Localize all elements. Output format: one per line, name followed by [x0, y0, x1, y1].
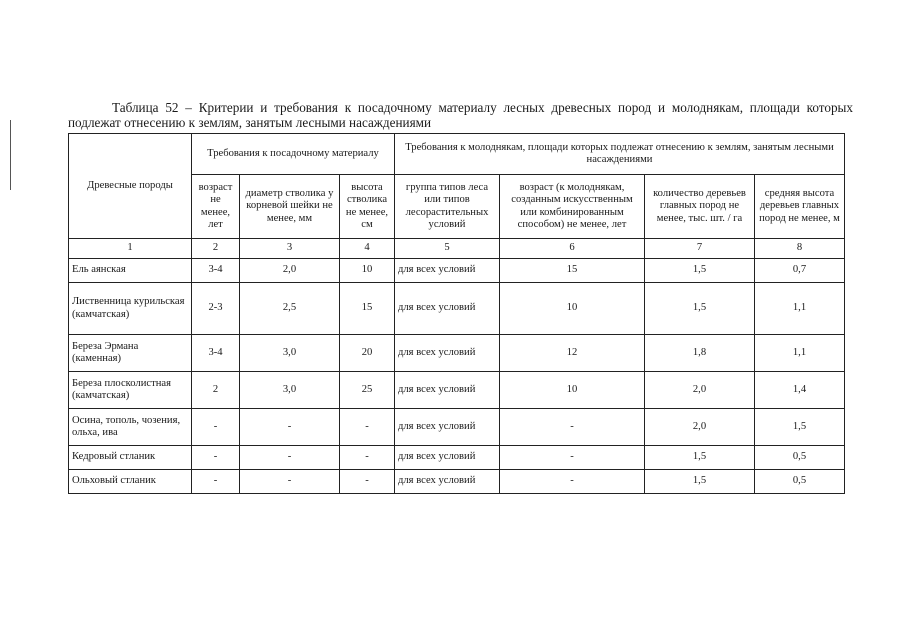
header-avg-height: средняя высота деревьев главных пород не менее, м [755, 175, 845, 239]
cell-age: 2-3 [192, 283, 240, 335]
cell-height: 15 [340, 283, 395, 335]
cell-age: 2 [192, 372, 240, 409]
cell-age: - [192, 409, 240, 446]
cell-age: 3-4 [192, 335, 240, 372]
cell-height: - [340, 409, 395, 446]
cell-avg-height: 0,5 [755, 446, 845, 470]
table-caption: Таблица 52 – Критерии и требования к посадочному материалу лесных древесных пород и молоднякам, площади которых подлежат отнесению к землям, занятым лесными насаждениями [68, 100, 853, 130]
cell-diameter: 2,5 [240, 283, 340, 335]
cell-diameter: - [240, 409, 340, 446]
table-row [69, 470, 845, 494]
cell-height: - [340, 470, 395, 494]
cell-count: 1,8 [645, 335, 755, 372]
cell-diameter: - [240, 446, 340, 470]
header-forest-type: группа типов леса или типов лесорастительных условий [395, 175, 500, 239]
table-row [69, 283, 845, 335]
cell-forest-type: для всех условий [395, 372, 500, 409]
cell-diameter: 3,0 [240, 335, 340, 372]
cell-species: Ольховый стланик [69, 470, 192, 494]
header-species: Древесные породы [69, 134, 192, 239]
cell-avg-height: 0,7 [755, 259, 845, 283]
header-diameter: диаметр стволика у корневой шейки не менее, мм [240, 175, 340, 239]
cell-young-age: 10 [500, 283, 645, 335]
cell-count: 1,5 [645, 470, 755, 494]
column-number-row [69, 239, 845, 259]
column-number: 4 [340, 239, 395, 259]
cell-species: Осина, тополь, чозения, ольха, ива [69, 409, 192, 446]
cell-count: 2,0 [645, 409, 755, 446]
column-number: 1 [69, 239, 192, 259]
cell-diameter: - [240, 470, 340, 494]
column-number: 2 [192, 239, 240, 259]
cell-height: 10 [340, 259, 395, 283]
cell-species: Лиственница курильская (камчатская) [69, 283, 192, 335]
criteria-table [68, 133, 845, 494]
cell-diameter: 2,0 [240, 259, 340, 283]
table-row [69, 409, 845, 446]
cell-age: 3-4 [192, 259, 240, 283]
column-number: 8 [755, 239, 845, 259]
cell-count: 1,5 [645, 446, 755, 470]
table-row [69, 446, 845, 470]
cell-avg-height: 1,5 [755, 409, 845, 446]
table-row [69, 259, 845, 283]
header-count: количество деревьев главных пород не менее, тыс. шт. / га [645, 175, 755, 239]
table-row [69, 372, 845, 409]
header-height: высота стволика не менее, см [340, 175, 395, 239]
cell-species: Береза Эрмана (каменная) [69, 335, 192, 372]
cell-young-age: - [500, 446, 645, 470]
cell-height: 20 [340, 335, 395, 372]
cell-avg-height: 1,1 [755, 335, 845, 372]
cell-age: - [192, 446, 240, 470]
cell-young-age: 10 [500, 372, 645, 409]
table-row [69, 335, 845, 372]
cell-height: 25 [340, 372, 395, 409]
cell-height: - [340, 446, 395, 470]
cell-avg-height: 1,4 [755, 372, 845, 409]
cell-forest-type: для всех условий [395, 283, 500, 335]
column-number: 7 [645, 239, 755, 259]
cell-species: Кедровый стланик [69, 446, 192, 470]
cell-forest-type: для всех условий [395, 335, 500, 372]
header-age: возраст не менее, лет [192, 175, 240, 239]
header-young-age: возраст (к молоднякам, созданным искусственным или комбинированным способом) не менее, лет [500, 175, 645, 239]
cell-young-age: 12 [500, 335, 645, 372]
cell-count: 1,5 [645, 283, 755, 335]
cell-forest-type: для всех условий [395, 446, 500, 470]
cell-forest-type: для всех условий [395, 470, 500, 494]
margin-line [10, 120, 11, 190]
cell-forest-type: для всех условий [395, 259, 500, 283]
column-number: 3 [240, 239, 340, 259]
column-number: 6 [500, 239, 645, 259]
cell-species: Береза плосколистная (камчатская) [69, 372, 192, 409]
cell-young-age: 15 [500, 259, 645, 283]
cell-count: 2,0 [645, 372, 755, 409]
cell-avg-height: 1,1 [755, 283, 845, 335]
cell-diameter: 3,0 [240, 372, 340, 409]
header-row-1 [69, 134, 845, 175]
cell-young-age: - [500, 470, 645, 494]
cell-young-age: - [500, 409, 645, 446]
cell-age: - [192, 470, 240, 494]
column-number: 5 [395, 239, 500, 259]
cell-species: Ель аянская [69, 259, 192, 283]
header-group-planting: Требования к посадочному материалу [192, 134, 395, 175]
header-group-young: Требования к молоднякам, площади которых подлежат отнесению к землям, занятым лесными насаждениями [395, 134, 845, 175]
cell-avg-height: 0,5 [755, 470, 845, 494]
cell-count: 1,5 [645, 259, 755, 283]
cell-forest-type: для всех условий [395, 409, 500, 446]
